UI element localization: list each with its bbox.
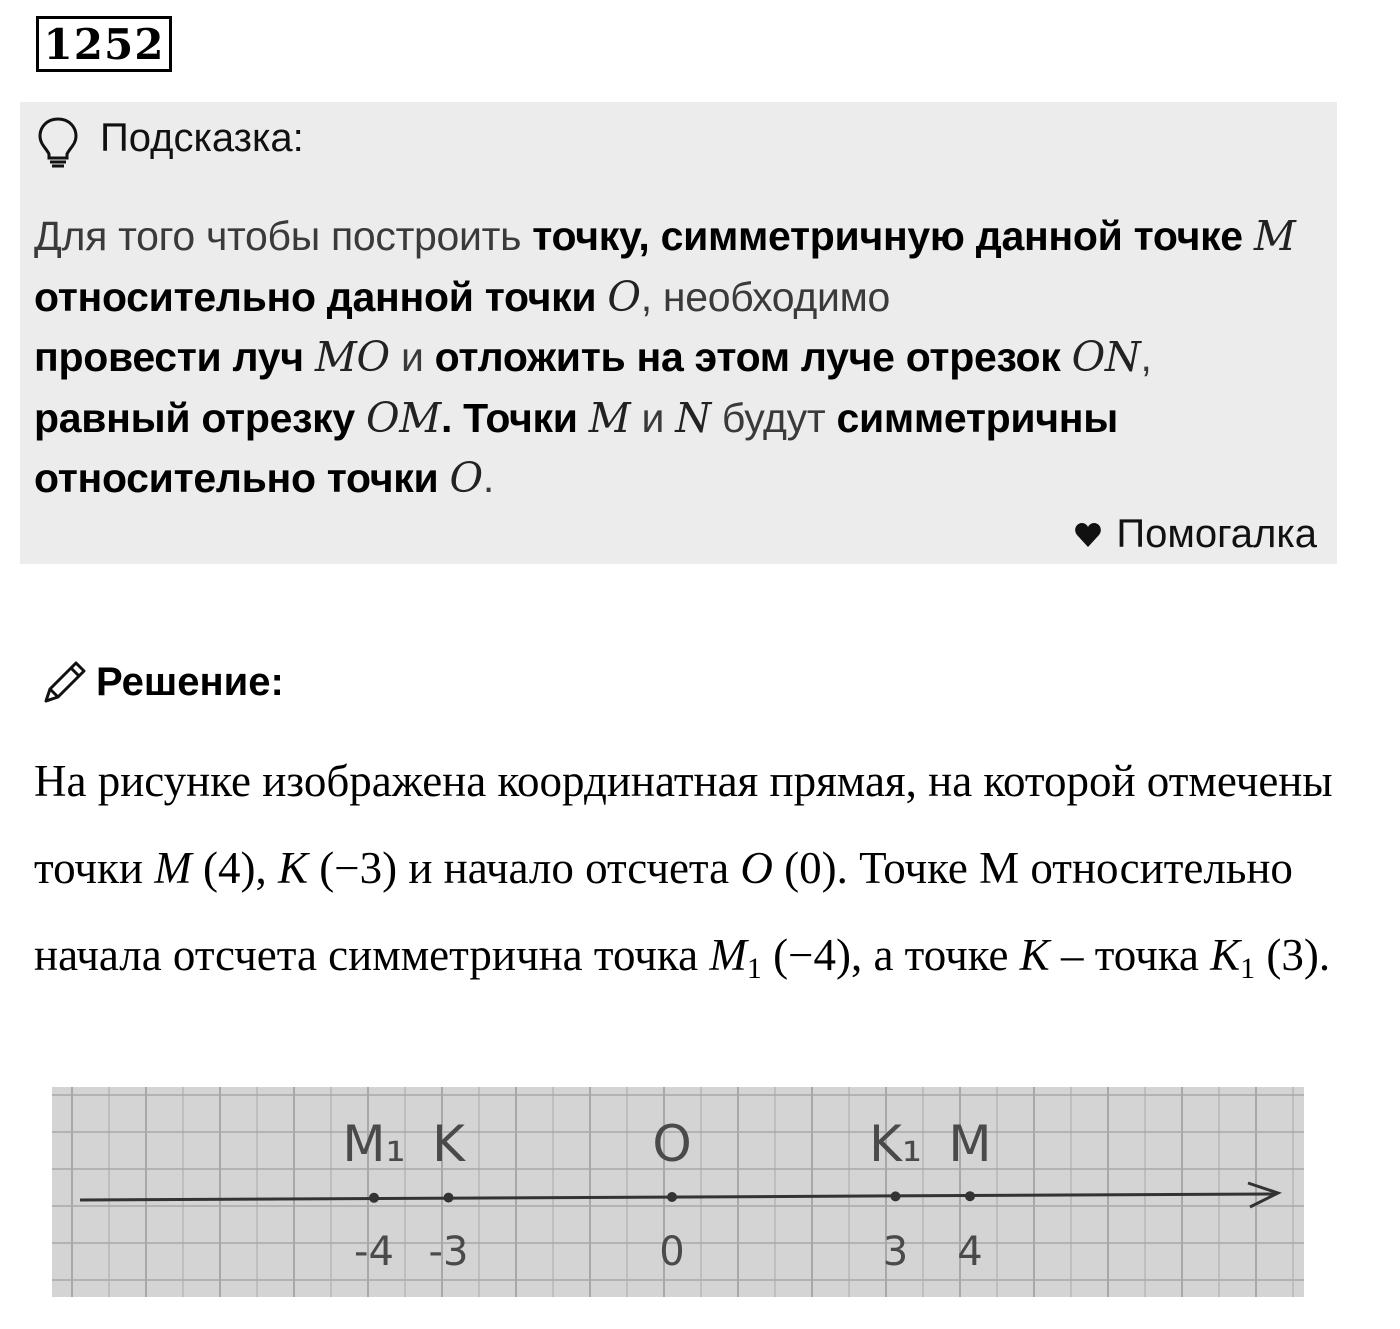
point-dot <box>891 1191 901 1201</box>
point-coordinate: 3 <box>882 1229 909 1275</box>
point-coordinate: -4 <box>354 1229 394 1275</box>
pencil-icon <box>38 657 90 709</box>
hint-title: Подсказка: <box>100 116 304 160</box>
lightbulb-icon <box>36 116 80 170</box>
hint-panel <box>20 102 1337 564</box>
solution-text: На рисунке изображена координатная прямая, на которой отмечены точки M (4), K (−3) и начало отсчета O (0). Точке М относительно начала отсчета симметрична точка $M_1$ (−4), а точке K – точка $K_1$ (3). <box>34 756 1333 985</box>
number-line-figure <box>52 1087 1304 1297</box>
credit <box>1074 512 1317 557</box>
point-name: K₁ <box>869 1115 922 1173</box>
point-name: M₁ <box>342 1115 406 1173</box>
number-line-svg <box>52 1087 1304 1297</box>
point-name: K <box>432 1115 465 1173</box>
credit-label: Помогалка <box>1116 512 1317 556</box>
solution-title: Решение: <box>96 660 284 704</box>
point-dot <box>369 1193 379 1203</box>
point-coordinate: 4 <box>957 1229 983 1275</box>
point-dot <box>444 1193 454 1203</box>
point-name: M <box>948 1115 992 1173</box>
task-number: 1252 <box>36 16 172 72</box>
point-dot <box>667 1192 677 1202</box>
point-coordinate: -3 <box>428 1229 469 1275</box>
heart-icon <box>1074 522 1102 548</box>
point-name: O <box>652 1115 692 1173</box>
point-marks <box>342 1115 991 1275</box>
hint-text: Для того чтобы построить точку, симметричную данной точке M относительно данной точки O, необходимо провести луч MO и отложить на этом луче отрезок ON, равный отрезку OM. Точки M и N будут симметричны относительно точки O. <box>34 212 1296 502</box>
point-dot <box>965 1191 975 1201</box>
point-coordinate: 0 <box>659 1229 685 1275</box>
